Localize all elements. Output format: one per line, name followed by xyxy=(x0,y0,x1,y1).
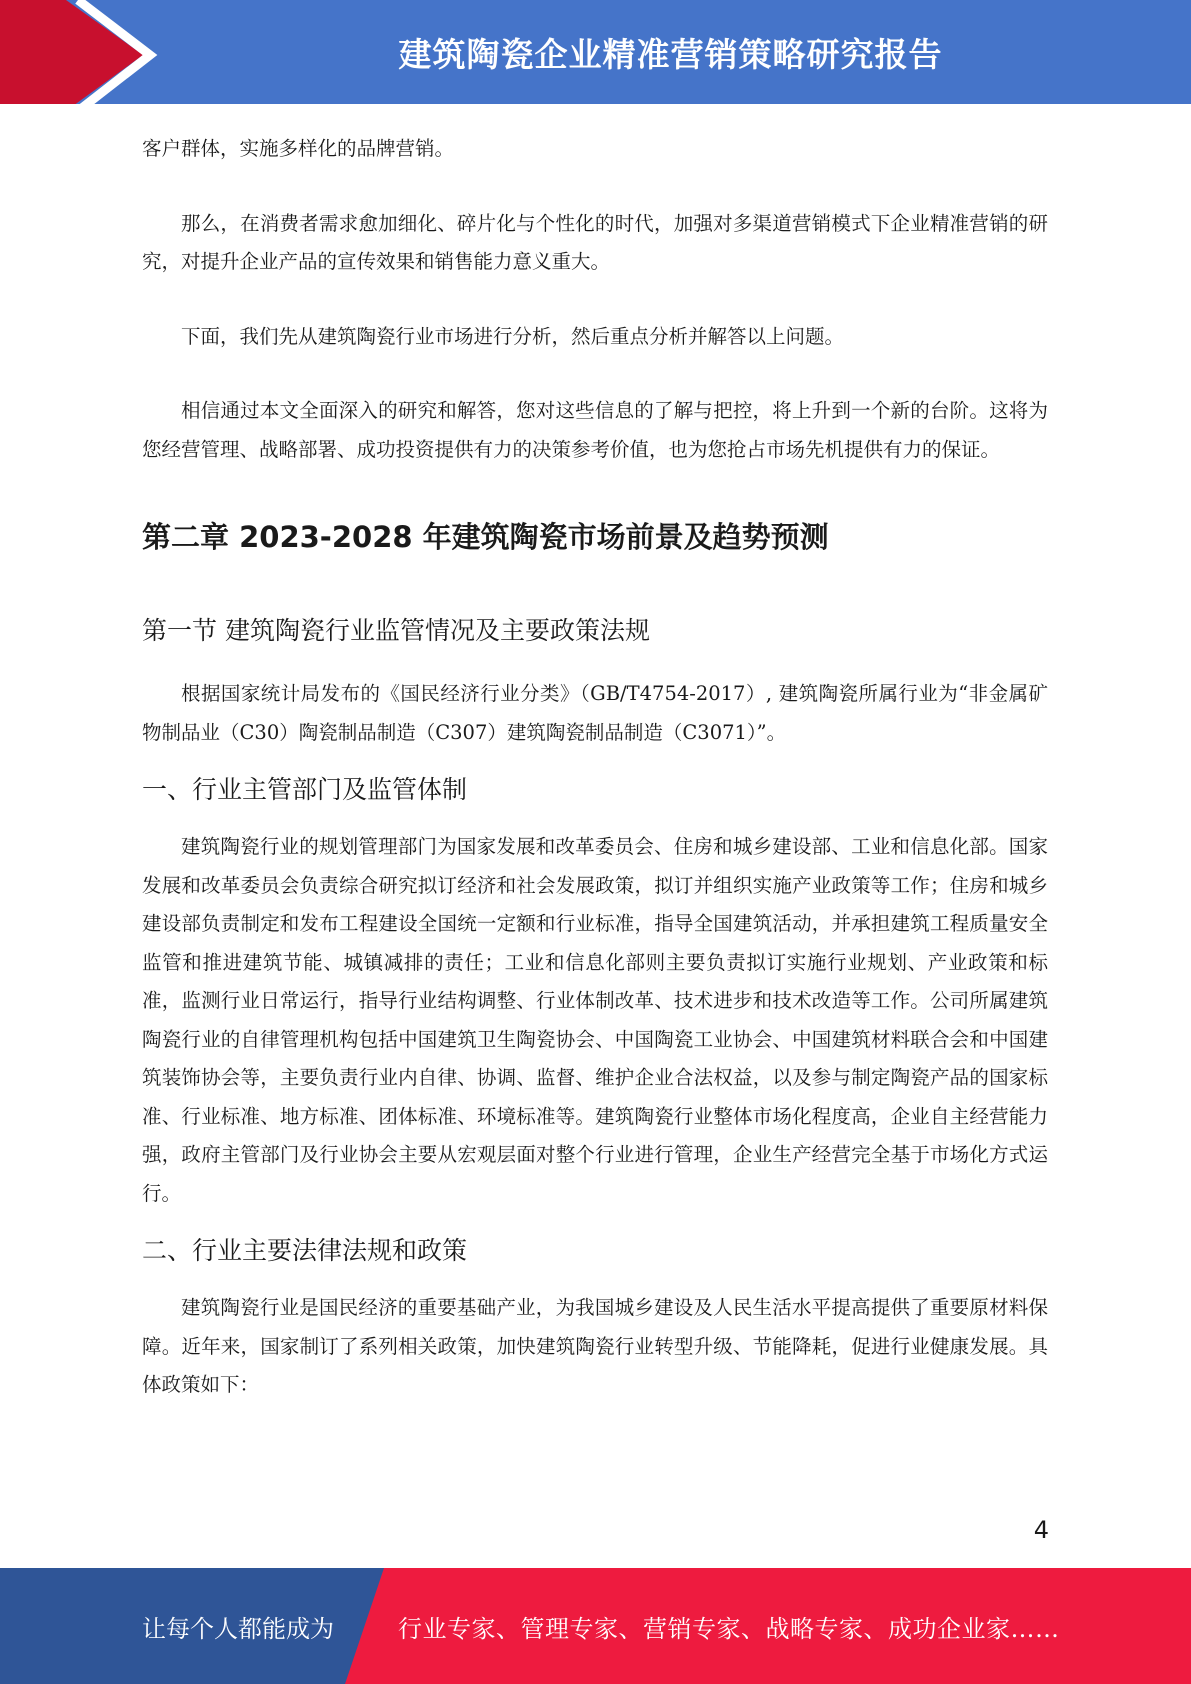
paragraph: 客户群体，实施多样化的品牌营销。 xyxy=(142,137,455,160)
page-content xyxy=(142,130,1048,1405)
paragraph: 建筑陶瓷行业是国民经济的重要基础产业，为我国城乡建设及人民生活水平提高提供了重要原材料保障。近年来，国家制订了系列相关政策，加快建筑陶瓷行业转型升级、节能降耗，促进行业健康发展。具体政策如下： xyxy=(142,1296,1048,1396)
footer-banner xyxy=(0,1568,1191,1684)
paragraph: 那么，在消费者需求愈加细化、碎片化与个性化的时代，加强对多渠道营销模式下企业精准营销的研究，对提升企业产品的宣传效果和销售能力意义重大。 xyxy=(142,211,1048,273)
header-banner xyxy=(0,0,1191,111)
chapter-title: 第二章 2023-2028 年建筑陶瓷市场前景及趋势预测 xyxy=(142,520,829,554)
paragraph: 相信通过本文全面深入的研究和解答，您对这些信息的了解与把控，将上升到一个新的台阶。这将为您经营管理、战略部署、成功投资提供有力的决策参考价值，也为您抢占市场先机提供有力的保证。 xyxy=(142,399,1048,461)
page-number: 4 xyxy=(1033,1516,1049,1544)
paragraph: 下面，我们先从建筑陶瓷行业市场进行分析，然后重点分析并解答以上问题。 xyxy=(181,324,845,348)
footer-slogan-right: 行业专家、管理专家、营销专家、战略专家、成功企业家…… xyxy=(398,1614,1060,1643)
footer-slogan-left: 让每个人都能成为 xyxy=(142,1614,334,1643)
paragraph: 根据国家统计局发布的《国民经济行业分类》（GB/T4754-2017）, 建筑陶瓷所属行业为“非金属矿物制品业（C30）陶瓷制品制造（C307）建筑陶瓷制品制造（C3071）”。 xyxy=(142,682,1048,744)
paragraph: 建筑陶瓷行业的规划管理部门为国家发展和改革委员会、住房和城乡建设部、工业和信息化部。国家发展和改革委员会负责综合研究拟订经济和社会发展政策，拟订并组织实施产业政策等工作；住房和城乡建设部负责制定和发布工程建设全国统一定额和行业标准，指导全国建筑活动，并承担建筑工程质量安全监管和推进建筑节能、城镇减排的责任；工业和信息化部则主要负责拟订实施行业规划、产业政策和标准，监测行业日常运行，指导行业结构调整、行业体制改革、技术进步和技术改造等工作。公司所属建筑陶瓷行业的自律管理机构包括中国建筑卫生陶瓷协会、中国陶瓷工业协会、中国建筑材料联合会和中国建筑装饰协会等，主要负责行业内自律、协调、监督、维护企业合法权益，以及参与制定陶瓷产品的国家标准、行业标准、地方标准、团体标准、环境标准等。建筑陶瓷行业整体市场化程度高，企业自主经营能力强，政府主管部门及行业协会主要从宏观层面对整个行业进行管理，企业生产经营完全基于市场化方式运行。 xyxy=(142,835,1048,1205)
subsection-title: 一、行业主管部门及监管体制 xyxy=(142,775,468,804)
section-title: 第一节 建筑陶瓷行业监管情况及主要政策法规 xyxy=(142,616,650,645)
subsection-title: 二、行业主要法律法规和政策 xyxy=(142,1236,468,1265)
document-title: 建筑陶瓷企业精准营销策略研究报告 xyxy=(398,34,943,74)
